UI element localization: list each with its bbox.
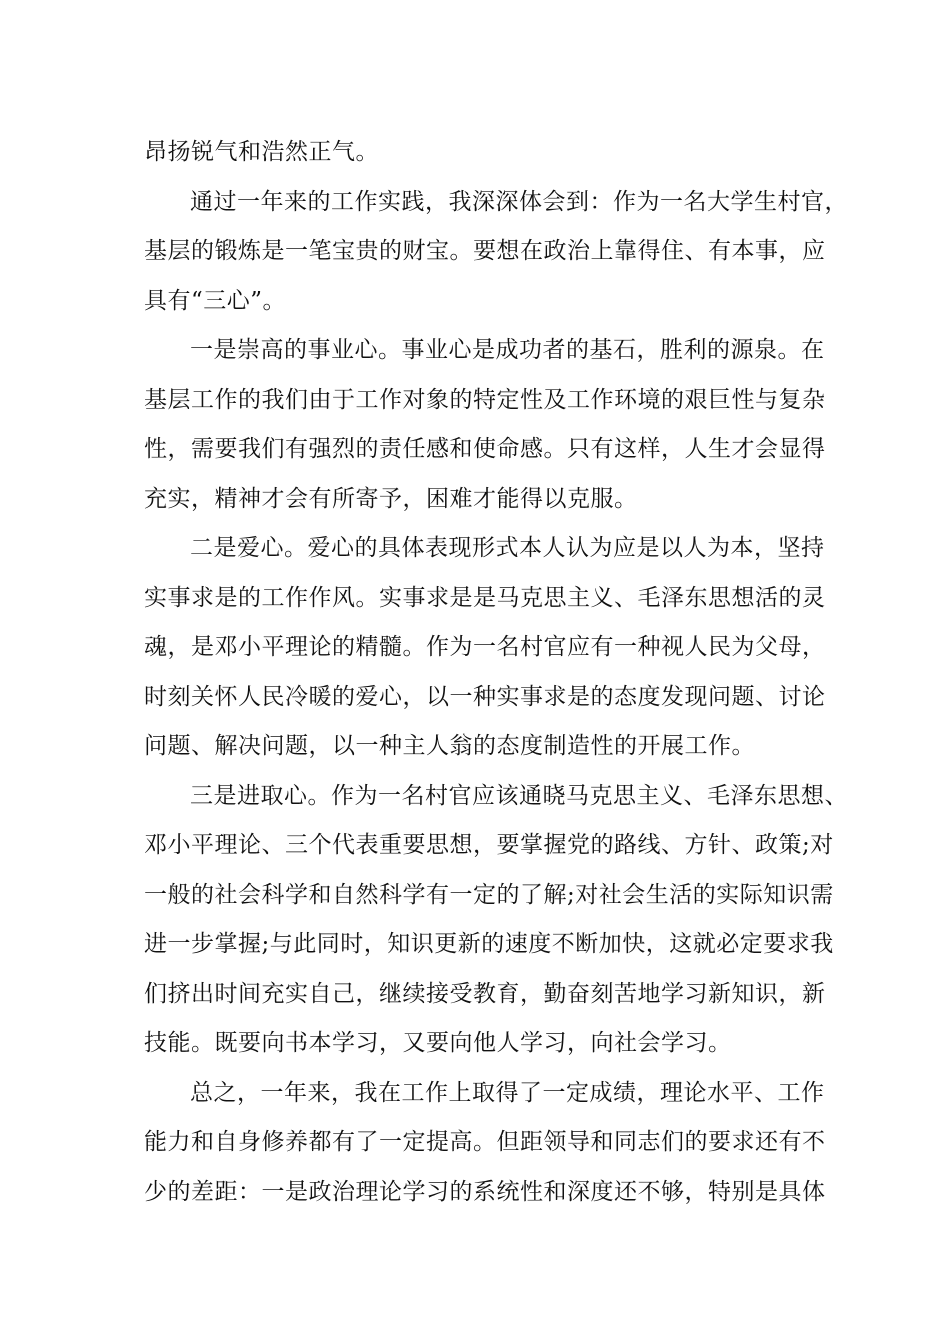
text-line: 一般的社会科学和自然科学有一定的了解;对社会生活的实际知识需 (144, 881, 834, 908)
text-line: 实事求是的工作作风。实事求是是马克思主义、毛泽东思想活的灵 (144, 584, 826, 611)
text-line: 邓小平理论、三个代表重要思想，要掌握党的路线、方针、政策;对 (144, 832, 834, 858)
text-line: 基层工作的我们由于工作对象的特定性及工作环境的艰巨性与复杂 (144, 386, 826, 413)
text-line: 三是进取心。作为一名村官应该通晓马克思主义、毛泽东思想、 (190, 782, 848, 809)
text-line: 具有“三心”。 (144, 287, 287, 314)
text-line: 进一步掌握;与此同时，知识更新的速度不断加快，这就必定要求我 (144, 931, 834, 957)
text-line: 基层的锻炼是一笔宝贵的财宝。要想在政治上靠得住、有本事，应 (144, 238, 826, 264)
text-line: 能力和自身修养都有了一定提高。但距领导和同志们的要求还有不 (144, 1129, 826, 1155)
text-line: 性，需要我们有强烈的责任感和使命感。只有这样，人生才会显得 (144, 436, 826, 462)
text-line: 一是崇高的事业心。事业心是成功者的基石，胜利的源泉。在 (190, 337, 825, 363)
text-line: 通过一年来的工作实践，我深深体会到：作为一名大学生村官， (190, 188, 848, 215)
text-line: 们挤出时间充实自己，继续接受教育，勤奋刻苦地学习新知识，新 (144, 980, 826, 1007)
text-line: 二是爱心。爱心的具体表现形式本人认为应是以人为本，坚持 (190, 535, 825, 561)
document-body (144, 128, 848, 1217)
text-line: 技能。既要向书本学习，又要向他人学习，向社会学习。 (144, 1030, 732, 1056)
text-line: 时刻关怀人民冷暖的爱心，以一种实事求是的态度发现问题、讨论 (144, 683, 826, 710)
text-line: 充实，精神才会有所寄予，困难才能得以克服。 (144, 485, 638, 512)
text-line: 少的差距：一是政治理论学习的系统性和深度还不够，特别是具体 (144, 1178, 826, 1205)
text-line: 问题、解决问题，以一种主人翁的态度制造性的开展工作。 (144, 733, 755, 759)
text-line: 魂，是邓小平理论的精髓。作为一名村官应有一种视人民为父母， (144, 634, 826, 660)
text-line: 昂扬锐气和浩然正气。 (144, 139, 379, 165)
text-line: 总之，一年来，我在工作上取得了一定成绩，理论水平、工作 (190, 1079, 825, 1106)
